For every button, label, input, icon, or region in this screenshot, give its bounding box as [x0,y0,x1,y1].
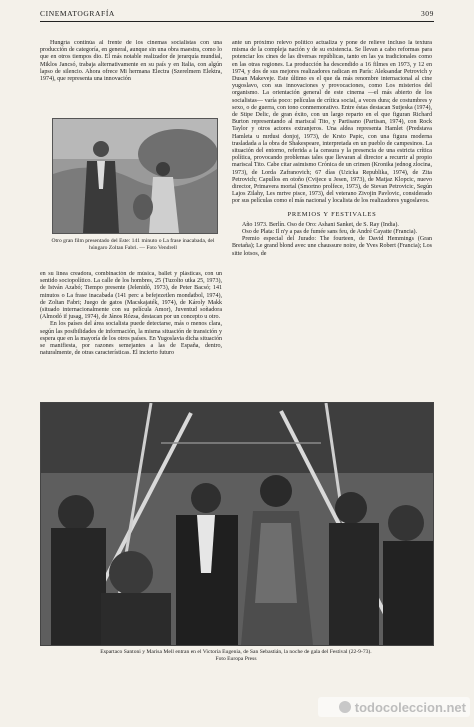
watermark-icon [339,701,351,713]
right-column [232,40,432,400]
festival-entry: Año 1973. Berlín. Oso de Oro: Ashani Sanket, de S. Ray (India). [242,221,399,228]
left-column-top [40,40,222,112]
photo-caption [40,649,432,662]
caption-text: Espartaco Santoni y Marisa Mell entran en el Victoria Eugenia, de San Sebastián, la noche de gala del Festival (22-9-73). [100,649,372,655]
photo-caption: Otro gran film presentado del Este: 141 minuto o La frase inacabada, del húngaro Zoltan Fabri. — Foto Vendrell [51,238,215,251]
paragraph: en su línea creadora, combinación de música, ballet y plásticas, con un sentido sociopolítico. La calle de los hombres, 25 (Tuzolto utka 25, 1973), de István Azabó; Tiempo presente (Jelenidó, 1973), de Peter Bacsó; 141 minutos o La frase inacabada (141 perc a befejezetlen mondatbol, 1974), de Zoltan Fabri; Juego de gatos (Macskajaték, 1974), de Károly Makk (situado internacionalmente con su película Amor), Juventud soñadora (Almodó if jusag, 1974), de János Rózsa, destacan por un concepto u otro. [40,271,222,321]
festival-gala-photo [40,402,434,646]
photo-credit: Foto Europa Press [215,655,257,662]
paragraph: En los países del área socialista puede detectarse, más o menos clara, según las posibilidades de información, la misma situación de transición y espera que en la mayoría de los otros países. En Yugoslavia dicha situación se manifiesta, por razones semejantes a las de España, dentro, naturalmente, de otras características. El incierto futuro [40,321,222,357]
film-still-illustration [53,119,217,233]
section-title: PREMIOS Y FESTIVALES [287,210,377,218]
paragraph: ante un próximo relevo político actualiza y pone de relieve incluso la textura misma de la compleja nación y de su existencia. Se llevan a cabo reformas para potenciar los cines de las diversas repúblicas, tanto en las ya tradicionales como en las otras regiones. La producción ha descendido a 16 filmes en 1973, y 12 en 1974, y dos de sus mejores realizadores radican en París: Aleksandar Petrovich y Dusan Makeveje. Este último es el que da más renombre internacional al cine yugoslavo, con sus innovaciones y provocaciones, como Los misterios del organismo. La orientación general de este cinema —el más abierto de los socialistas— varía poco: películas de crítica social, a veces dura; de costumbres y sexo, o de guerra, con tono conmemorativo. Entre éstas destacan Sutjeska (1974), de Stipe Delic, de gran éxito, con un largo reparto en el que figuran Richard Burton representando al mariscal Tito, y Partisano (Partisan, 1974), con Rock Taylor y otros actores extranjeros. Una aldea representa Hamlet (Predstava Hamleta u mrdusi donjoj, 1973), de Krsto Papic, con una figura moderna trasladada a la obra de Shakespeare, interpretada en un pueblo de campesinos. La situación del entorno, referida a la censura y la presencia de una estricta crítica política, provocando problemas tales que llevaran al director a recurrir al propio mariscal Tito. Cabe citar asimismo Crónica de un crimen (Kronika jednog zlocina, 1973), de Lorda Zafranovich; 67 días (Uzicka Republika, 1974), de Zita Petrovich; Capullos en otoño (Cvijece u Jesen, 1973), de Matjaz Klopcic, nuevo director, Primavera mortal (Smortno prolfece, 1973), de Stevan Petrovicic, Según Lajos Zilahy, Les mrtve pisce, 1973), del veterano Zivojin Pavlovic, considerado por sus películas como el más nacional y localista de los realizadores yugoslavos. [232,40,432,205]
watermark-text: todocoleccion.net [354,699,466,715]
festival-entry: Premio especial del Jurado: The fourteen, de David Hemmings (Gran Bretaña); Le grand blond avec une chaussure noire, de Yves Robert (Francia); Los sitte lotsos, de [232,236,432,257]
paragraph: Hungría continúa al frente de los cinemas socialistas con una producción de categoría, en general, aunque sin una obra maestra, como lo que en otros tiempos dio. El más notable realizador de jerarquía mundial, Miklos Jancsó, trabaja alternativamente en su país y en Italia, con algún lapso de silencio. Ahora ofrece Mi hermana Electra (Szerelmem Elektra, 1974), que representa una innovación [40,40,222,83]
running-head [40,9,434,21]
page-number: 309 [420,9,434,18]
festival-entry: Oso de Plata: Il n'y a pas de fumée sans feu, de André Cayatte (Francia). [242,229,418,236]
gala-illustration [41,403,433,645]
section-heading: CINEMATOGRAFÍA [40,9,115,18]
header-rule [40,21,434,22]
left-column-bottom [40,271,222,400]
watermark-logo [318,697,470,717]
film-still-photo [52,118,218,234]
